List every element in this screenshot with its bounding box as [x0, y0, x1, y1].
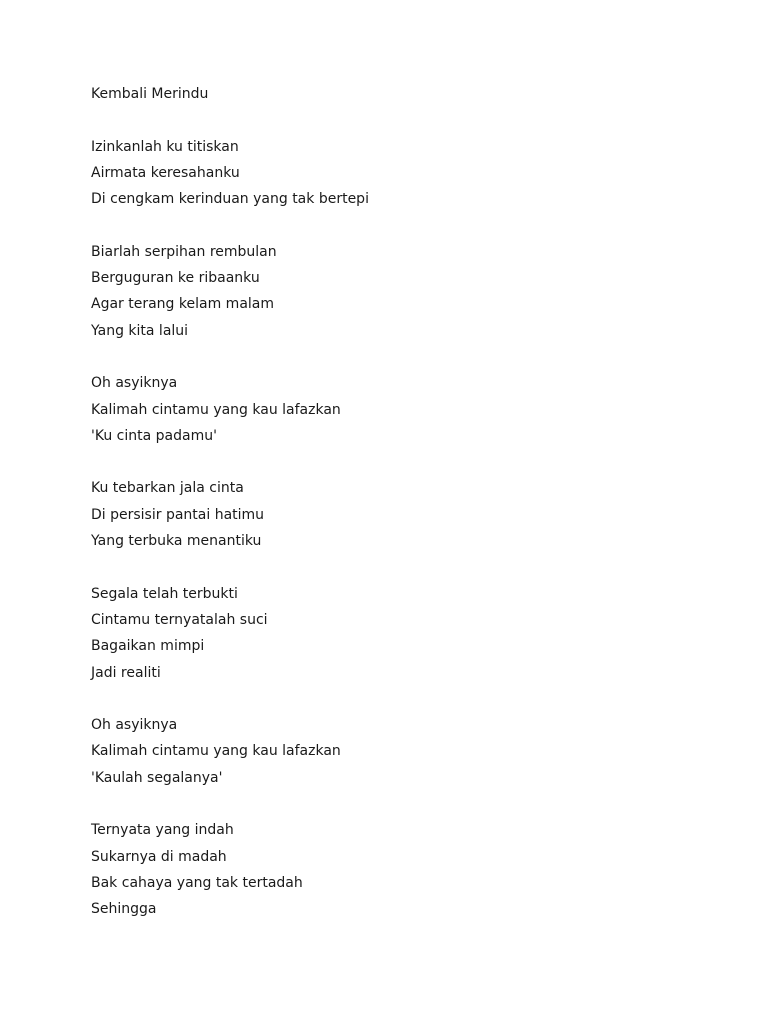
document-page — [91, 81, 731, 923]
lyric-line: Oh asyiknya — [91, 717, 178, 734]
lyric-line: Cintamu ternyatalah suci — [91, 611, 268, 628]
lyric-line: Segala telah terbukti — [91, 585, 238, 602]
lyric-line: 'Ku cinta padamu' — [91, 427, 217, 444]
lyric-line: Di persisir pantai hatimu — [91, 506, 265, 523]
lyric-line: Sukarnya di madah — [91, 848, 227, 865]
lyric-line: Ku tebarkan jala cinta — [91, 480, 244, 497]
lyric-line: Sehingga — [91, 901, 157, 918]
stanza — [91, 475, 731, 554]
stanza — [91, 581, 731, 686]
lyric-line: Jadi realiti — [91, 664, 161, 681]
lyric-line: Bak cahaya yang tak tertadah — [91, 874, 303, 891]
stanza — [91, 134, 731, 213]
lyric-line: 'Kaulah segalanya' — [91, 769, 223, 786]
lyric-line: Kalimah cintamu yang kau lafazkan — [91, 401, 341, 418]
lyric-line: Yang kita lalui — [91, 322, 189, 339]
lyric-line: Berguguran ke ribaanku — [91, 270, 260, 287]
lyric-line: Oh asyiknya — [91, 375, 178, 392]
lyric-line: Biarlah serpihan rembulan — [91, 243, 277, 260]
stanza — [91, 370, 731, 449]
stanza — [91, 817, 731, 922]
stanza — [91, 239, 731, 344]
lyric-line: Izinkanlah ku titiskan — [91, 138, 239, 155]
stanza — [91, 712, 731, 791]
lyric-line: Di cengkam kerinduan yang tak bertepi — [91, 191, 369, 208]
song-title: Kembali Merindu — [91, 86, 209, 102]
lyric-line: Bagaikan mimpi — [91, 638, 205, 655]
lyric-line: Airmata keresahanku — [91, 164, 240, 181]
lyric-line: Kalimah cintamu yang kau lafazkan — [91, 743, 341, 760]
lyric-line: Ternyata yang indah — [91, 822, 234, 839]
lyric-line: Yang terbuka menantiku — [91, 533, 262, 550]
lyric-line: Agar terang kelam malam — [91, 296, 274, 313]
